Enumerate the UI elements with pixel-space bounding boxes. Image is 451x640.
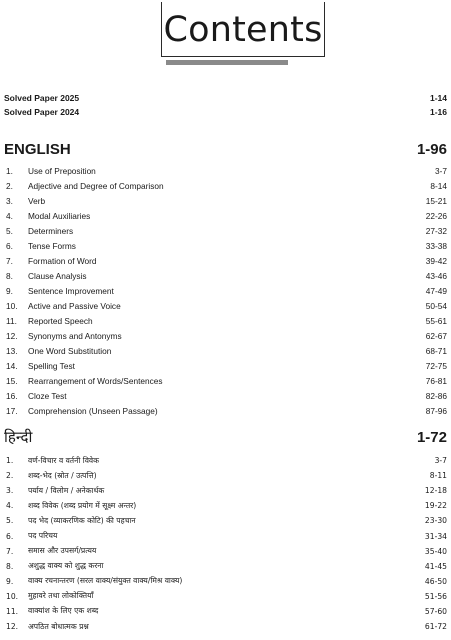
toc-entry[interactable]: [0, 559, 451, 574]
toc-entry-number: 14.: [6, 360, 18, 371]
toc-entry-number: 9.: [6, 576, 14, 586]
toc-entry-pages: 57-60: [424, 606, 447, 616]
toc-entry-pages: 8-11: [429, 471, 447, 481]
toc-entry[interactable]: [0, 589, 451, 604]
toc-entry-pages: 33-38: [425, 240, 447, 251]
title-underline-bar: [166, 60, 288, 65]
toc-entry[interactable]: [0, 163, 451, 178]
solved-paper-label: Solved Paper 2024: [4, 107, 80, 117]
toc-entry-number: 16.: [6, 390, 18, 401]
toc-entry-title: Clause Analysis: [28, 270, 87, 281]
toc-entry-number: 1.: [6, 456, 14, 466]
toc-entry-pages: 62-67: [425, 330, 447, 341]
toc-entry-title: Cloze Test: [28, 390, 67, 401]
toc-entry[interactable]: [0, 328, 451, 343]
toc-entry-number: 4.: [6, 210, 13, 221]
toc-entry[interactable]: [0, 253, 451, 268]
toc-entry-title: Determiners: [28, 225, 74, 236]
toc-entry[interactable]: [0, 528, 451, 543]
toc-entry-pages: 12-18: [424, 486, 447, 496]
toc-entry-number: 9.: [6, 285, 13, 296]
toc-entry-number: 10.: [6, 591, 19, 601]
toc-entry-number: 8.: [6, 270, 13, 281]
toc-entry-title: वाक्य रचनान्तरण (सरल वाक्य/संयुक्त वाक्य/मिश्र वाक्य): [28, 576, 183, 586]
toc-entry[interactable]: [0, 544, 451, 559]
toc-entry-pages: 82-86: [425, 390, 447, 401]
toc-entry-number: 6.: [6, 531, 14, 541]
toc-entry-pages: 39-42: [425, 255, 447, 266]
toc-entry[interactable]: [0, 604, 451, 619]
toc-entry[interactable]: [0, 268, 451, 283]
toc-entry[interactable]: [0, 208, 451, 223]
toc-entry-number: 10.: [6, 300, 18, 311]
toc-entry-title: वर्ण-विचार व वर्तनी विवेक: [28, 455, 99, 465]
toc-entry-title: पर्याय / विलोम / अनेकार्थक: [28, 485, 105, 495]
toc-entry-number: 12.: [6, 622, 19, 632]
toc-entry-pages: 72-75: [425, 360, 447, 371]
toc-entry-pages: 87-96: [425, 405, 447, 416]
toc-entry-title: Modal Auxiliaries: [28, 210, 91, 221]
toc-entry-pages: 61-72: [424, 622, 447, 632]
toc-entry-pages: 3-7: [434, 456, 447, 466]
toc-entry[interactable]: [0, 403, 451, 418]
toc-entry-number: 7.: [6, 546, 14, 556]
toc-entry-title: पद भेद (व्याकरणिक कोटि) की पहचान: [28, 515, 136, 525]
hindi-section-heading: [4, 427, 447, 447]
toc-entry[interactable]: [0, 574, 451, 589]
toc-entry-pages: 35-40: [424, 546, 447, 556]
toc-entry-title: शब्द विवेक (शब्द प्रयोग में सूक्ष्म अन्तर): [28, 500, 137, 510]
toc-entry-pages: 27-32: [425, 225, 447, 236]
toc-entry-title: शब्द-भेद (स्रोत / उत्पत्ति): [28, 470, 97, 480]
toc-entry[interactable]: [0, 283, 451, 298]
toc-entry-number: 3.: [6, 486, 14, 496]
toc-entry-title: Synonyms and Antonyms: [28, 330, 122, 341]
toc-entry-number: 1.: [6, 165, 13, 176]
toc-entry-pages: 15-21: [425, 195, 447, 206]
toc-entry[interactable]: [0, 483, 451, 498]
hindi-section-title: हिन्दी: [4, 428, 33, 446]
toc-entry-title: Verb: [28, 195, 46, 206]
toc-entry-pages: 19-22: [424, 501, 447, 511]
toc-entry-pages: 68-71: [425, 345, 447, 356]
toc-entry-title: मुहावरे तथा लोकोक्तियाँ: [28, 591, 94, 601]
toc-entry-pages: 76-81: [425, 375, 447, 386]
toc-entry-title: Rearrangement of Words/Sentences: [28, 375, 163, 386]
toc-entry-title: Tense Forms: [28, 240, 76, 251]
toc-entry-number: 2.: [6, 471, 14, 481]
toc-entry-title: Reported Speech: [28, 315, 93, 326]
toc-entry-pages: 41-45: [424, 561, 447, 571]
toc-entry-title: Sentence Improvement: [28, 285, 114, 296]
english-toc-list: [0, 163, 451, 418]
toc-entry-title: पद परिचय: [28, 531, 58, 541]
solved-paper-row[interactable]: [4, 91, 447, 105]
toc-entry-pages: 43-46: [425, 270, 447, 281]
toc-entry[interactable]: [0, 343, 451, 358]
toc-entry-pages: 22-26: [425, 210, 447, 221]
toc-entry-title: Formation of Word: [28, 255, 97, 266]
toc-entry-number: 8.: [6, 561, 14, 571]
toc-entry[interactable]: [0, 388, 451, 403]
hindi-toc-list: [0, 453, 451, 634]
toc-entry-pages: 55-61: [425, 315, 447, 326]
toc-entry-pages: 31-34: [424, 531, 447, 541]
toc-entry-pages: 47-49: [425, 285, 447, 296]
toc-entry-title: अपठित बोधात्मक प्रश्न: [28, 621, 89, 631]
toc-entry[interactable]: [0, 358, 451, 373]
toc-entry[interactable]: [0, 373, 451, 388]
toc-entry-number: 4.: [6, 501, 14, 511]
toc-entry-title: अशुद्ध वाक्य को शुद्ध करना: [28, 561, 104, 571]
toc-entry-number: 11.: [6, 606, 19, 616]
toc-entry-number: 5.: [6, 516, 14, 526]
toc-entry-title: Active and Passive Voice: [28, 300, 121, 311]
solved-paper-label: Solved Paper 2025: [4, 93, 80, 103]
toc-entry-number: 5.: [6, 225, 13, 236]
english-section-title: ENGLISH: [4, 141, 71, 158]
toc-entry-pages: 8-14: [430, 180, 447, 191]
toc-entry-title: Comprehension (Unseen Passage): [28, 405, 158, 416]
toc-entry[interactable]: [0, 178, 451, 193]
toc-entry-pages: 51-56: [424, 591, 447, 601]
toc-entry-pages: 23-30: [424, 516, 447, 526]
contents-title-box: [161, 2, 325, 57]
hindi-section-pages: 1-72: [416, 429, 447, 446]
english-section-pages: 1-96: [416, 141, 447, 158]
toc-entry-pages: 3-7: [435, 165, 447, 176]
toc-entry-title: Adjective and Degree of Comparison: [28, 180, 164, 191]
toc-entry[interactable]: [0, 619, 451, 634]
toc-entry-number: 3.: [6, 195, 13, 206]
toc-entry[interactable]: [0, 238, 451, 253]
solved-paper-pages: 1-14: [429, 93, 447, 103]
toc-entry-title: वाक्यांश के लिए एक शब्द: [28, 606, 99, 616]
english-section-heading: [4, 141, 447, 158]
toc-entry-number: 7.: [6, 255, 13, 266]
toc-entry[interactable]: [0, 513, 451, 528]
toc-entry-number: 2.: [6, 180, 13, 191]
toc-entry[interactable]: [0, 453, 451, 468]
toc-entry-number: 6.: [6, 240, 13, 251]
toc-entry[interactable]: [0, 498, 451, 513]
toc-entry[interactable]: [0, 468, 451, 483]
toc-entry-number: 15.: [6, 375, 18, 386]
toc-entry-number: 12.: [6, 330, 18, 341]
toc-entry-title: One Word Substitution: [28, 345, 112, 356]
toc-entry[interactable]: [0, 193, 451, 208]
toc-entry-title: समास और उपसर्ग/प्रत्यय: [28, 546, 97, 556]
toc-entry[interactable]: [0, 313, 451, 328]
toc-entry-number: 11.: [6, 315, 17, 326]
solved-paper-pages: 1-16: [429, 107, 447, 117]
toc-entry-pages: 46-50: [424, 576, 447, 586]
toc-entry-pages: 50-54: [425, 300, 447, 311]
toc-entry-number: 13.: [6, 345, 18, 356]
toc-entry[interactable]: [0, 298, 451, 313]
toc-entry[interactable]: [0, 223, 451, 238]
page-title: Contents: [163, 9, 323, 50]
toc-entry-number: 17.: [6, 405, 18, 416]
solved-paper-row[interactable]: [4, 105, 447, 119]
toc-entry-title: Use of Preposition: [28, 165, 96, 176]
toc-entry-title: Spelling Test: [28, 360, 75, 371]
